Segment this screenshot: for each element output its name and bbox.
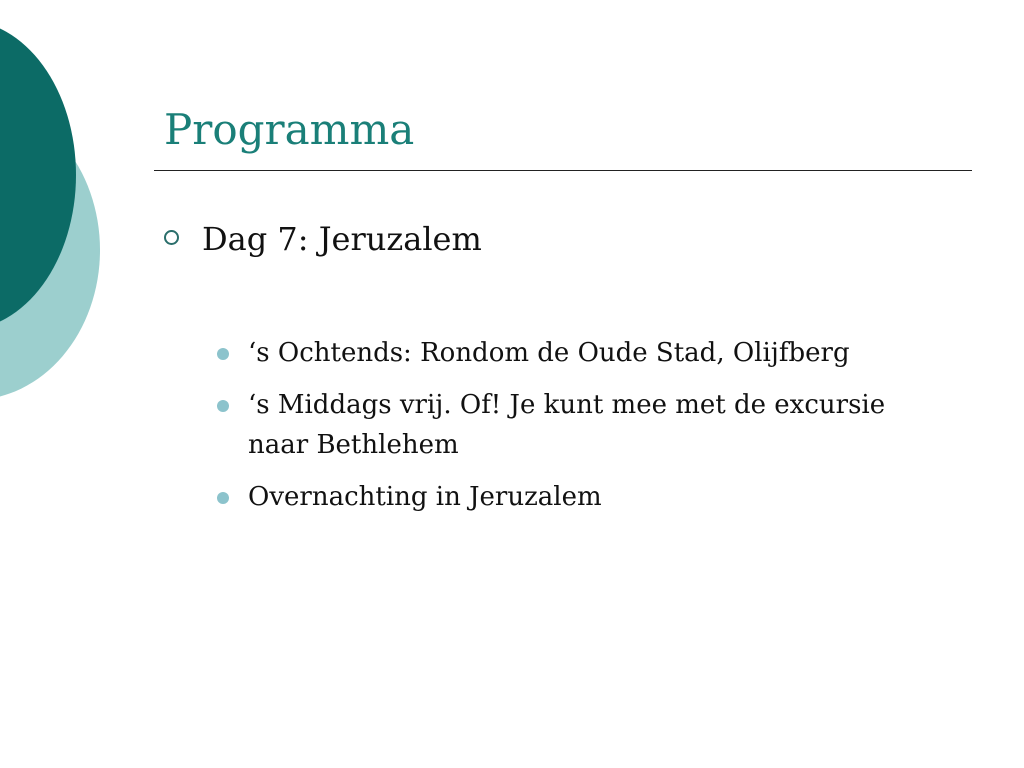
ring-bullet-icon bbox=[164, 230, 179, 245]
sub-bullet-item bbox=[216, 477, 976, 517]
sub-bullet-text: ‘s Middags vrij. Of! Je kunt mee met de excursie naar Bethlehem bbox=[248, 390, 886, 460]
dot-bullet-icon bbox=[217, 400, 229, 412]
slide-title: Programma bbox=[164, 105, 415, 154]
dot-bullet-icon bbox=[217, 492, 229, 504]
sub-bullet-item bbox=[216, 385, 976, 465]
sub-bullet-text: Overnachting in Jeruzalem bbox=[248, 482, 602, 512]
bullet-text: Dag 7: Jeruzalem bbox=[202, 220, 482, 258]
sub-bullet-text: ‘s Ochtends: Rondom de Oude Stad, Olijfberg bbox=[248, 338, 850, 368]
sub-bullet-list bbox=[216, 333, 976, 529]
title-divider bbox=[154, 170, 972, 171]
dot-bullet-icon bbox=[217, 348, 229, 360]
sub-bullet-item bbox=[216, 333, 976, 373]
